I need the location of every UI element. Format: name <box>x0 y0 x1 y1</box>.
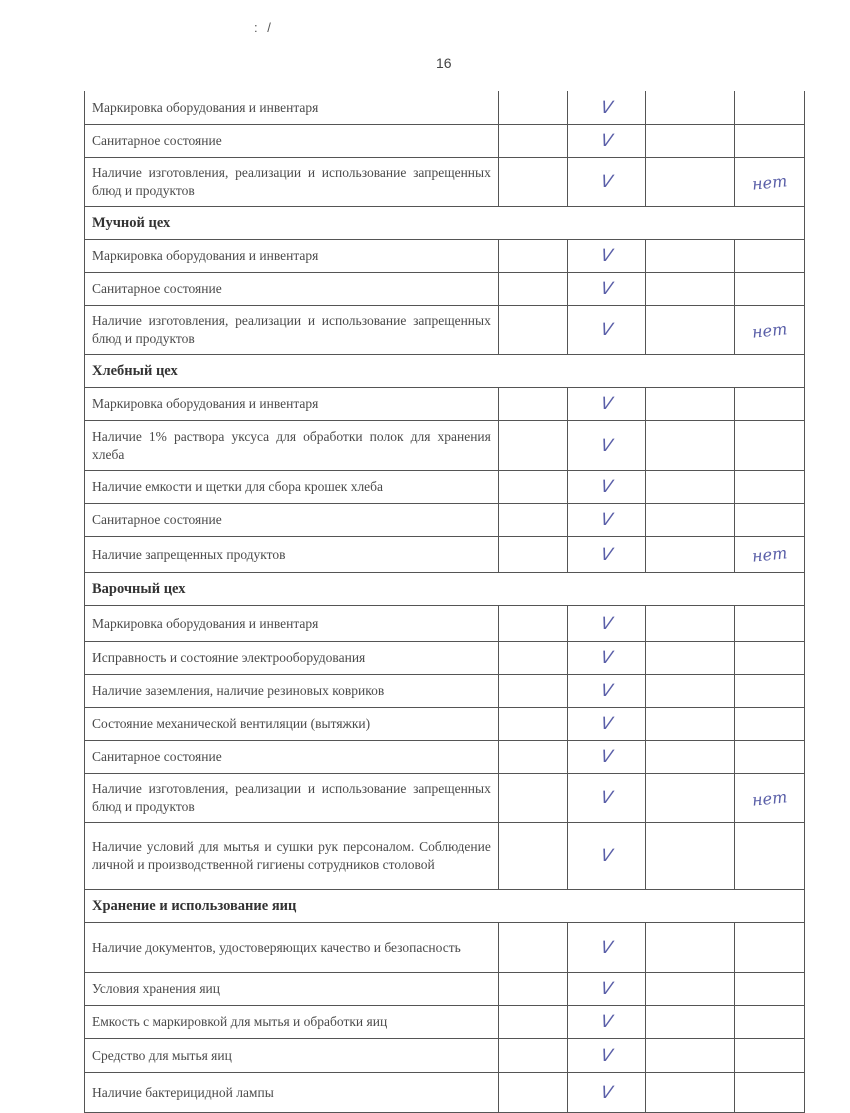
handwritten-check-icon: V <box>599 714 614 734</box>
handwritten-note: нет <box>751 786 789 810</box>
section-title: Варочный цех <box>92 580 186 597</box>
requirement-text: Исправность и состояние электрооборудования <box>85 642 499 674</box>
requirement-text: Маркировка оборудования и инвентаря <box>85 240 499 272</box>
empty-cell <box>646 388 735 420</box>
note-cell <box>735 675 804 707</box>
handwritten-check-icon: V <box>599 320 614 340</box>
checklist-table <box>84 91 805 1113</box>
empty-cell <box>646 421 735 470</box>
requirement-text: Наличие изготовления, реализации и использование запрещенных блюд и продуктов <box>85 306 499 354</box>
section-title: Хлебный цех <box>92 362 178 379</box>
empty-cell <box>499 1073 568 1112</box>
table-row <box>84 675 805 708</box>
empty-cell <box>499 471 568 503</box>
table-row <box>84 1006 805 1039</box>
table-row <box>84 606 805 642</box>
empty-cell <box>646 823 735 889</box>
handwritten-check-icon: V <box>599 279 614 299</box>
table-row <box>84 708 805 741</box>
section-header-row <box>84 890 805 923</box>
requirement-text: Наличие 1% раствора уксуса для обработки полок для хранения хлеба <box>85 421 499 470</box>
requirement-text: Маркировка оборудования и инвентаря <box>85 388 499 420</box>
empty-cell <box>499 504 568 536</box>
empty-cell <box>499 158 568 206</box>
check-cell <box>568 388 647 420</box>
handwritten-check-icon: V <box>599 648 614 668</box>
requirement-text: Наличие запрещенных продуктов <box>85 537 499 572</box>
table-row <box>84 240 805 273</box>
handwritten-check-icon: V <box>599 246 614 266</box>
section-title: Мучной цех <box>92 214 171 231</box>
empty-cell <box>499 91 568 124</box>
page-number: 16 <box>436 55 452 71</box>
table-row <box>84 125 805 158</box>
check-cell <box>568 125 647 157</box>
check-cell <box>568 421 647 470</box>
empty-cell <box>646 273 735 305</box>
note-cell <box>735 273 804 305</box>
empty-cell <box>499 642 568 674</box>
check-cell <box>568 1073 647 1112</box>
check-cell <box>568 675 647 707</box>
empty-cell <box>499 973 568 1005</box>
check-cell <box>568 504 647 536</box>
handwritten-check-icon: V <box>599 1012 614 1032</box>
empty-cell <box>646 537 735 572</box>
handwritten-check-icon: V <box>599 477 614 497</box>
empty-cell <box>646 471 735 503</box>
empty-cell <box>499 388 568 420</box>
handwritten-check-icon: V <box>599 510 614 530</box>
check-cell <box>568 923 647 972</box>
requirement-text: Состояние механической вентиляции (вытяжки) <box>85 708 499 740</box>
table-row <box>84 504 805 537</box>
table-row <box>84 973 805 1006</box>
table-row <box>84 1039 805 1073</box>
handwritten-note: нет <box>751 170 789 194</box>
check-cell <box>568 91 647 124</box>
note-cell <box>735 537 804 572</box>
requirement-text: Санитарное состояние <box>85 741 499 773</box>
table-row <box>84 537 805 573</box>
table-row <box>84 741 805 774</box>
requirement-text: Наличие изготовления, реализации и использование запрещенных блюд и продуктов <box>85 774 499 822</box>
handwritten-check-icon: V <box>599 1045 614 1066</box>
check-cell <box>568 973 647 1005</box>
empty-cell <box>646 923 735 972</box>
empty-cell <box>499 421 568 470</box>
requirement-text: Маркировка оборудования и инвентаря <box>85 91 499 124</box>
empty-cell <box>646 240 735 272</box>
note-cell <box>735 421 804 470</box>
requirement-text: Наличие емкости и щетки для сбора крошек хлеба <box>85 471 499 503</box>
requirement-text: Средство для мытья яиц <box>85 1039 499 1072</box>
check-cell <box>568 471 647 503</box>
handwritten-check-icon: V <box>599 544 614 565</box>
empty-cell <box>499 125 568 157</box>
note-cell <box>735 741 804 773</box>
empty-cell <box>646 675 735 707</box>
empty-cell <box>646 306 735 354</box>
handwritten-check-icon: V <box>599 1082 614 1103</box>
requirement-text: Наличие заземления, наличие резиновых ковриков <box>85 675 499 707</box>
empty-cell <box>646 774 735 822</box>
empty-cell <box>646 1039 735 1072</box>
table-row <box>84 306 805 355</box>
requirement-text: Наличие изготовления, реализации и использование запрещенных блюд и продуктов <box>85 158 499 206</box>
empty-cell <box>499 240 568 272</box>
table-row <box>84 774 805 823</box>
check-cell <box>568 537 647 572</box>
handwritten-note: нет <box>751 318 789 342</box>
empty-cell <box>646 708 735 740</box>
empty-cell <box>499 537 568 572</box>
note-cell <box>735 708 804 740</box>
requirement-text: Санитарное состояние <box>85 504 499 536</box>
handwritten-check-icon: V <box>599 747 614 767</box>
empty-cell <box>646 1006 735 1038</box>
handwritten-check-icon: V <box>599 681 614 701</box>
empty-cell <box>646 642 735 674</box>
note-cell <box>735 642 804 674</box>
empty-cell <box>646 158 735 206</box>
check-cell <box>568 741 647 773</box>
empty-cell <box>499 823 568 889</box>
section-header-row <box>84 355 805 388</box>
handwritten-check-icon: V <box>599 937 614 958</box>
table-row <box>84 158 805 207</box>
check-cell <box>568 823 647 889</box>
note-cell <box>735 91 804 124</box>
empty-cell <box>499 1006 568 1038</box>
note-cell <box>735 158 804 206</box>
note-cell <box>735 504 804 536</box>
check-cell <box>568 642 647 674</box>
empty-cell <box>499 1039 568 1072</box>
handwritten-check-icon: V <box>599 435 614 456</box>
requirement-text: Наличие бактерицидной лампы <box>85 1073 499 1112</box>
check-cell <box>568 1006 647 1038</box>
empty-cell <box>499 606 568 641</box>
note-cell <box>735 973 804 1005</box>
empty-cell <box>646 606 735 641</box>
handwritten-note: нет <box>751 543 789 566</box>
table-row <box>84 91 805 125</box>
table-row <box>84 1073 805 1113</box>
requirement-text: Санитарное состояние <box>85 273 499 305</box>
table-row <box>84 273 805 306</box>
table-row <box>84 642 805 675</box>
empty-cell <box>646 973 735 1005</box>
section-header-row <box>84 573 805 606</box>
check-cell <box>568 606 647 641</box>
empty-cell <box>646 91 735 124</box>
scan-artifact: : / <box>254 20 274 35</box>
note-cell <box>735 1073 804 1112</box>
handwritten-check-icon: V <box>599 846 614 866</box>
empty-cell <box>646 1073 735 1112</box>
requirement-text: Условия хранения яиц <box>85 973 499 1005</box>
empty-cell <box>499 774 568 822</box>
requirement-text: Наличие условий для мытья и сушки рук персоналом. Соблюдение личной и производственной гигиены сотрудников столовой <box>85 823 499 889</box>
note-cell <box>735 471 804 503</box>
empty-cell <box>499 708 568 740</box>
handwritten-check-icon: V <box>599 613 614 634</box>
check-cell <box>568 1039 647 1072</box>
empty-cell <box>499 273 568 305</box>
note-cell <box>735 306 804 354</box>
table-row <box>84 421 805 471</box>
empty-cell <box>499 923 568 972</box>
check-cell <box>568 774 647 822</box>
section-title: Хранение и использование яиц <box>92 897 297 914</box>
check-cell <box>568 240 647 272</box>
requirement-text: Санитарное состояние <box>85 125 499 157</box>
empty-cell <box>499 675 568 707</box>
handwritten-check-icon: V <box>599 131 614 151</box>
handwritten-check-icon: V <box>599 394 614 414</box>
empty-cell <box>499 741 568 773</box>
handwritten-check-icon: V <box>599 172 614 192</box>
requirement-text: Наличие документов, удостоверяющих качество и безопасность <box>85 923 499 972</box>
empty-cell <box>646 741 735 773</box>
check-cell <box>568 158 647 206</box>
requirement-text: Маркировка оборудования и инвентаря <box>85 606 499 641</box>
check-cell <box>568 273 647 305</box>
table-row <box>84 823 805 890</box>
note-cell <box>735 606 804 641</box>
table-row <box>84 388 805 421</box>
note-cell <box>735 774 804 822</box>
note-cell <box>735 923 804 972</box>
note-cell <box>735 125 804 157</box>
empty-cell <box>646 125 735 157</box>
handwritten-check-icon: V <box>599 788 614 808</box>
empty-cell <box>499 306 568 354</box>
note-cell <box>735 240 804 272</box>
note-cell <box>735 388 804 420</box>
table-row <box>84 923 805 973</box>
table-row <box>84 471 805 504</box>
check-cell <box>568 306 647 354</box>
requirement-text: Емкость с маркировкой для мытья и обработки яиц <box>85 1006 499 1038</box>
empty-cell <box>646 504 735 536</box>
note-cell <box>735 823 804 889</box>
check-cell <box>568 708 647 740</box>
note-cell <box>735 1006 804 1038</box>
section-header-row <box>84 207 805 240</box>
note-cell <box>735 1039 804 1072</box>
handwritten-check-icon: V <box>599 97 614 118</box>
handwritten-check-icon: V <box>599 979 614 999</box>
